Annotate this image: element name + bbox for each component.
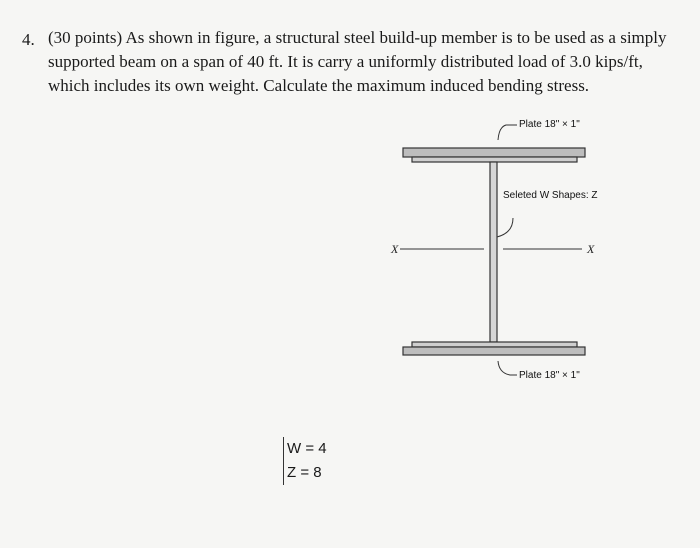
section-label: Seleted W Shapes: Z <box>503 190 598 201</box>
w-shape-leader <box>497 218 513 237</box>
axis-label-left: X <box>391 242 399 256</box>
note-line-z: Z = 8 <box>287 464 322 481</box>
axis-label-right: X <box>587 242 595 256</box>
problem-number: 4. <box>22 30 35 49</box>
problem-statement: (30 points) As shown in figure, a structural steel build-up member is to be used as a simply supported beam on a span of 40 ft. It is carry a uniformly distributed load of 3.0 kips/ft, which includes its own weight. Calculate the maximum induced bending stress. <box>48 28 667 95</box>
bottom-plate-leader <box>498 361 517 375</box>
handwritten-note <box>283 437 327 485</box>
bottom-plate <box>403 347 585 355</box>
w-shape-top-flange <box>412 157 577 162</box>
w-shape-web <box>490 162 497 342</box>
note-line-w: W = 4 <box>287 440 327 457</box>
bottom-plate-label: Plate 18" × 1" <box>519 370 580 381</box>
top-plate <box>403 148 585 157</box>
top-plate-leader <box>498 125 517 140</box>
w-shape-bottom-flange <box>412 342 577 347</box>
top-plate-label: Plate 18" × 1" <box>519 119 580 130</box>
